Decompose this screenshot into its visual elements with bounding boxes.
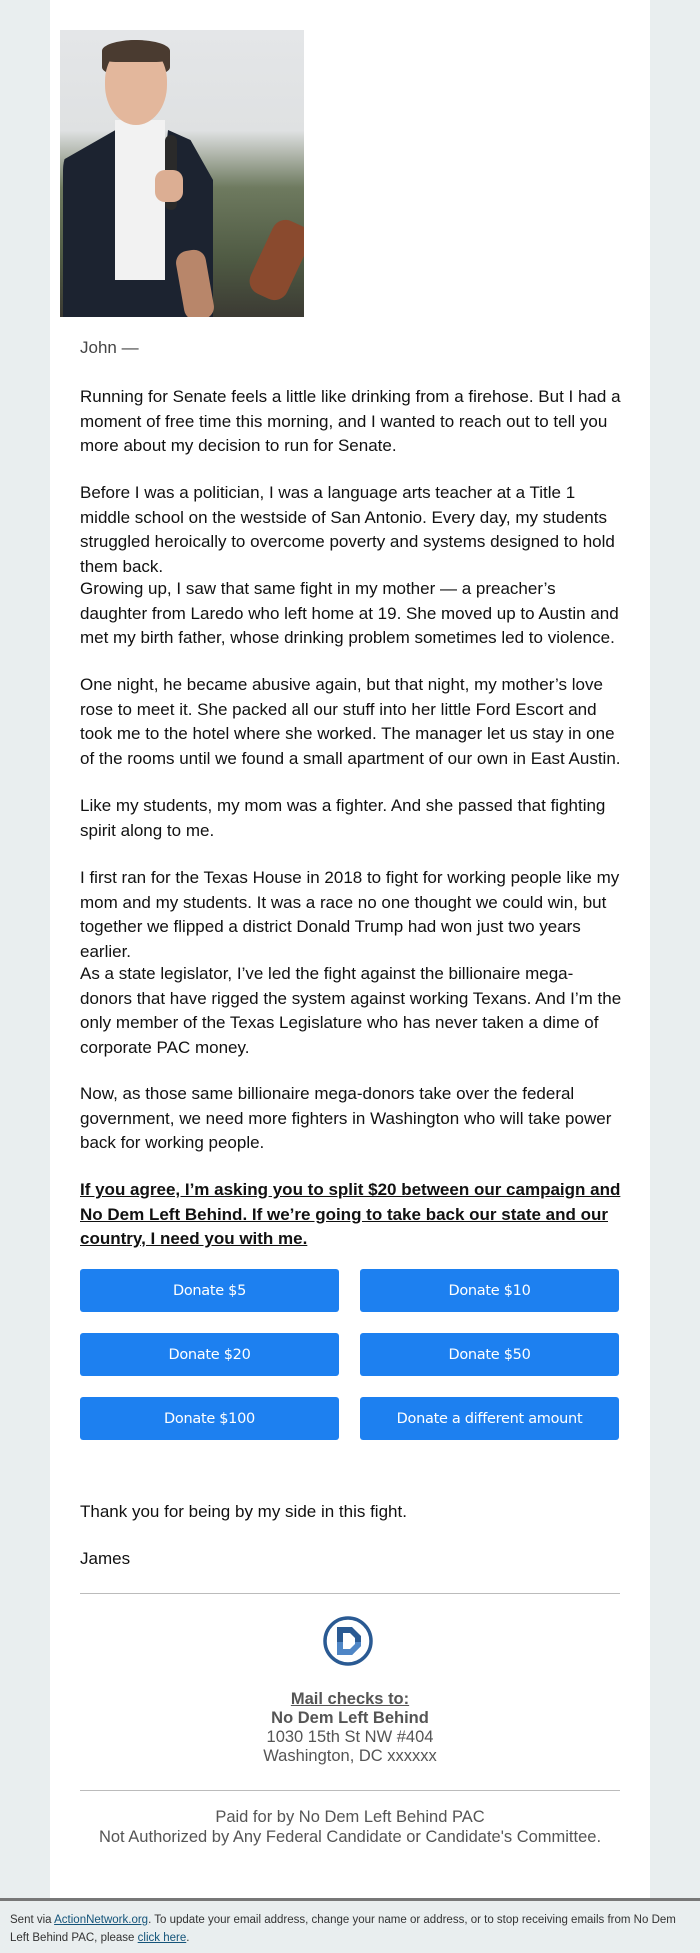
divider	[80, 1593, 620, 1594]
no-dem-left-behind-logo	[323, 1616, 373, 1666]
footer-suffix: .	[186, 1932, 190, 1944]
divider	[80, 1790, 620, 1791]
disclaimer-line1: Paid for by No Dem Left Behind PAC	[215, 1808, 485, 1826]
donate-5-button[interactable]: Donate $5	[80, 1269, 339, 1312]
unsubscribe-link[interactable]: click here	[137, 1932, 187, 1944]
disclaimer-line2: Not Authorized by Any Federal Candidate or Candidate's Committee.	[98, 1827, 602, 1846]
mail-checks-block	[50, 1690, 650, 1766]
donate-50-button[interactable]: Donate $50	[360, 1333, 619, 1376]
donate-20-button[interactable]: Donate $20	[80, 1333, 339, 1376]
footer-bar	[0, 1898, 700, 1953]
closing: Thank you for being by my side in this fight.	[80, 1502, 407, 1521]
donate-100-button[interactable]: Donate $100	[80, 1397, 339, 1440]
paragraph: Now, as those same billionaire mega-donors take over the federal government, we need more fighters in Washington who will take power back for working people.	[80, 1084, 612, 1152]
paragraph: I first ran for the Texas House in 2018 to fight for working people like my mom and my students. It was a race no one thought we could win, but together we flipped a district Donald Trump had won just two years earlier.	[80, 868, 620, 961]
paragraph: As a state legislator, I’ve led the fight against the billionaire mega-donors that have rigged the system against working Texans. And I’m the only member of the Texas Legislature who has never taken a dime of corporate PAC money.	[80, 964, 622, 1057]
paragraph: Growing up, I saw that same fight in my mother — a preacher’s daughter from Laredo who left home at 19. She moved up to Austin and met my birth father, whose drinking problem sometimes led to violence.	[80, 579, 619, 647]
mail-heading: Mail checks to:	[290, 1690, 410, 1708]
paragraph: One night, he became abusive again, but that night, my mother’s love rose to meet it. She packed all our stuff into her little Ford Escort and took me to the hotel where she worked. The manager let us stay in one of the rooms until we found a small apartment of our own in East Austin.	[80, 675, 621, 768]
footer-middle: . To update your email address, change your name or address, or to stop receiving emails from No Dem Left Behind PAC, please	[10, 1914, 676, 1944]
donate-10-button[interactable]: Donate $10	[360, 1269, 619, 1312]
donate-other-button[interactable]: Donate a different amount	[360, 1397, 619, 1440]
mail-city: Washington, DC xxxxxx	[263, 1747, 437, 1765]
mail-org: No Dem Left Behind	[271, 1709, 429, 1727]
footer-text	[0, 1901, 700, 1947]
greeting: John —	[80, 338, 139, 357]
candidate-photo	[60, 30, 304, 317]
paragraph: Before I was a politician, I was a language arts teacher at a Title 1 middle school on the westside of San Antonio. Every day, my students struggled heroically to overcome poverty and systems designed to hold them back.	[80, 483, 615, 576]
mail-street: 1030 15th St NW #404	[266, 1728, 434, 1746]
signature: James	[80, 1549, 131, 1568]
footer-prefix: Sent via	[10, 1914, 55, 1926]
paragraph: Like my students, my mom was a fighter. And she passed that fighting spirit along to me.	[80, 796, 606, 840]
disclaimer	[50, 1808, 650, 1847]
actionnetwork-link[interactable]: ActionNetwork.org	[54, 1914, 149, 1926]
cta-text: If you agree, I’m asking you to split $20 between our campaign and No Dem Left Behind. If we’re going to take back our state and our country, I need you with me.	[80, 1180, 621, 1248]
paragraph: Running for Senate feels a little like drinking from a firehose. But I had a moment of free time this morning, and I wanted to reach out to tell you more about my decision to run for Senate.	[80, 387, 621, 455]
